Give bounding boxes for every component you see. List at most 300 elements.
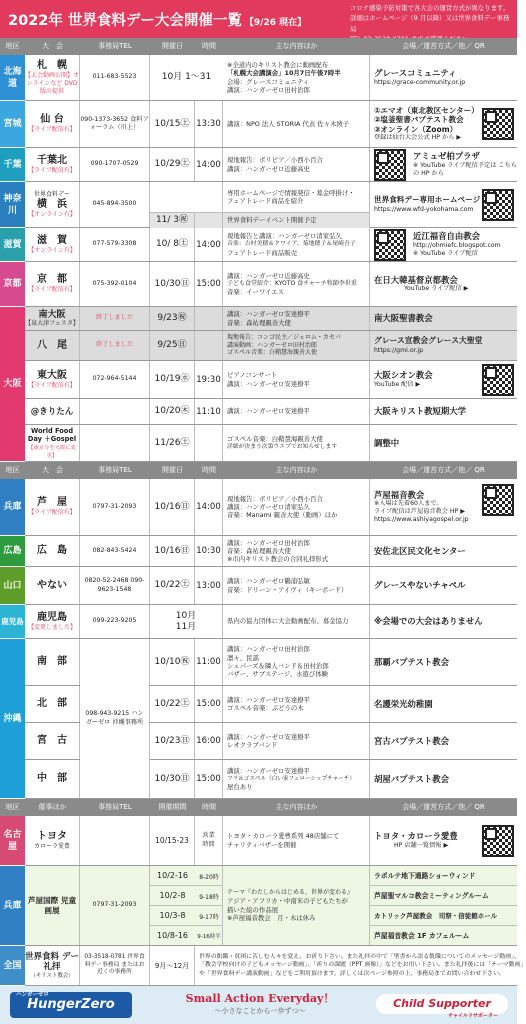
date-text: 10/30㊐ [154, 278, 190, 289]
tel-cell [80, 536, 150, 566]
venue-link[interactable]: ※ YouTube ライブ配信予定は こちらの HP から [413, 161, 517, 177]
time-text: 10:30 [196, 546, 221, 556]
convention-name: 北 部 [37, 698, 67, 709]
date-text: 11/ 3㊗ [155, 215, 189, 225]
convention-cell [25, 361, 80, 398]
program-line: 講演：ハンガーゼロ近藤高史 [227, 164, 310, 173]
program-line: 講演：ハンガーゼロ清家弘久 [227, 502, 310, 511]
table-header [0, 38, 517, 55]
tel-text: 03-3518-0781 世界食料デー事務局 またはお近くの事務所 [84, 954, 145, 976]
date-text: 11/26㊏ [154, 437, 190, 448]
table-row [25, 816, 517, 866]
program-line: レオクラブバンド [227, 741, 278, 749]
program-line: ピアノコンサート [227, 371, 278, 380]
tel-cell [80, 182, 150, 227]
program-line: 講演：ハンガーゼロ安達撩平 [227, 379, 310, 388]
date-text: 10/29㊏ [154, 159, 190, 169]
venue-cell [370, 567, 517, 604]
convention-tag: 【ライブ配信有】 [28, 509, 76, 516]
program-line: 講演：ハンガーゼロ安達撩平 [227, 310, 310, 319]
date-cell [150, 331, 195, 360]
convention-cell [25, 425, 80, 461]
tel-text: 099-223-9205 [92, 617, 137, 625]
col-venue: 会場／運営方式／他／ QR [402, 466, 485, 474]
logo-small-text: チャイルドサポーター [448, 1013, 498, 1019]
program-line: 音楽：Manami 親善大使（動画）ほか [227, 511, 338, 520]
region-yamaguchi: 山口 [0, 567, 25, 605]
convention-name: 八 尾 [37, 339, 67, 351]
program-line: 講演：ハンガーゼロ安達撩平 [227, 695, 310, 704]
time-cell [195, 536, 223, 566]
venue-link[interactable]: https://www.ashiyagospel.or.jp [374, 516, 469, 524]
date-text: 10/ 8㊏ [155, 239, 189, 249]
venue-name: 芦屋福音教会 [374, 489, 425, 500]
qr-code-icon[interactable] [374, 229, 406, 261]
program-line: 現地報告：コンゴ民主／ジェロム・カセバ [227, 333, 341, 341]
notice-line: 詳細はホームページ（9 月以降）又は世界食料デー事務局 [350, 14, 510, 33]
exhibit-slot [150, 866, 223, 886]
convention-cell [25, 605, 80, 638]
date-cell [150, 567, 195, 604]
program-line: チャリティバザーを開催 [227, 840, 297, 849]
region-osaka: 大阪 [0, 307, 25, 462]
program-cell [223, 101, 370, 147]
venue-cell [370, 307, 517, 330]
table-row [25, 866, 517, 946]
date-text: 10/15㊏ [154, 118, 190, 129]
program-line: 講演動画：ハンガーゼロ田村治郎 [227, 341, 317, 349]
program-line: 世界食料デーイベント開催予定 [227, 216, 317, 225]
venue-link[interactable]: https://grace-community.or.jp [374, 78, 466, 86]
venue-link[interactable]: https://gmi.or.jp [374, 346, 424, 354]
program-cell [223, 212, 370, 228]
col-region: 地区 [5, 42, 20, 50]
date-cell [150, 686, 195, 722]
tel-cell [80, 55, 150, 100]
date-cell [150, 307, 195, 330]
note-cell [195, 946, 526, 985]
time-cell [195, 228, 223, 261]
convention-name: 札 幌 [37, 59, 67, 71]
program-cell [223, 55, 370, 100]
date-text: 10月 1～31 [161, 72, 212, 82]
region-hyogo: 兵庫 [0, 866, 25, 946]
venue-link[interactable]: https://www.wfd-yokohama.com [374, 205, 474, 213]
convention-cell [25, 228, 80, 261]
convention-name: 芦 屋 [37, 497, 67, 508]
col-region: 地区 [5, 803, 20, 811]
tel-cell [80, 866, 150, 945]
venue-name: 宮古バプテスト教会 [374, 735, 450, 746]
date-cell [150, 228, 195, 261]
tel-cell [80, 425, 150, 461]
host-tag: カローラ愛豊 [33, 842, 70, 850]
col-date: 開催日 [162, 466, 183, 474]
venue-link[interactable]: 登録は仙台大会公式 HP から ▶ [374, 134, 462, 142]
venue-name: ※会場での大会はありません [374, 616, 483, 627]
date-cell [150, 479, 195, 535]
table-row [25, 148, 517, 182]
program-cell [223, 567, 370, 604]
convention-cell [25, 723, 80, 759]
period-cell [150, 816, 195, 865]
col-program: 主な内容ほか [275, 803, 318, 811]
convention-tag: 【ライブ配信有】 [28, 166, 76, 174]
time-text: 9-17時 [199, 914, 219, 921]
okinawa-office-cell [80, 639, 150, 799]
col-convention: 大 会 [42, 466, 63, 474]
table-row [25, 946, 526, 986]
venue-name: カトリック芦屋教会 司祭・信徒館ホール [370, 906, 517, 926]
convention-cell [25, 567, 80, 604]
program-cell [223, 307, 370, 330]
date-cell [150, 361, 195, 398]
period-text: 9月～12月 [154, 961, 190, 970]
col-time: 時間 [202, 42, 216, 50]
convention-name: 鹿児島 [37, 611, 67, 623]
convention-cell [25, 262, 80, 306]
region-kyoto: 京都 [0, 262, 25, 307]
program-cell [223, 425, 370, 461]
table-row [25, 399, 517, 425]
venue-name: 安佐北区民文化センター [374, 545, 466, 556]
convention-cell [25, 479, 80, 535]
program-line: 音楽：ドリーン・アイヴィ（キーボード） [227, 585, 348, 594]
col-convention: 大 会 [42, 42, 63, 50]
date-cell [150, 760, 195, 798]
convention-name: 広 島 [37, 545, 67, 556]
venue-cell [370, 723, 517, 759]
tel-cell [80, 479, 150, 535]
convention-name: 横 浜 [37, 198, 67, 210]
program-cell [223, 723, 370, 759]
time-text: 9-18時 [199, 894, 219, 901]
program-line: アジア・アフリカ・中南米の子どもたちが [227, 897, 348, 906]
col-office: 事務局TEL [98, 42, 132, 50]
time-text: 15:00 [196, 279, 221, 289]
table-row [25, 182, 517, 228]
table-row [25, 228, 517, 262]
region-nagoya: 名古屋 [0, 816, 25, 866]
convention-name: 宮 古 [37, 735, 67, 746]
venue-name: ②塩釜聖書バプテスト教会 [374, 115, 464, 125]
program-cell [223, 262, 370, 306]
tel-cell [80, 946, 150, 985]
region-shiga: 滋賀 [0, 228, 25, 262]
qr-code-icon[interactable] [482, 108, 514, 140]
tel-cell [80, 605, 150, 638]
col-period: 開催期間 [158, 803, 187, 811]
convention-name: 南 部 [37, 656, 67, 667]
note-line: 世界の飢餓・貧困に苦しむ人々を覚え、お祈り下さい。また礼拝の中で「聖書から語る飢餓についてのメッセージ動画」、 [199, 953, 520, 960]
period-text: 10/2-8 [159, 891, 186, 900]
host-cell [25, 946, 80, 985]
date-text: 10/30㊐ [154, 773, 190, 784]
time-cell [195, 101, 223, 147]
slogan-sub: ～小さなことから一歩ずつ～ [214, 1007, 306, 1015]
convention-name: 仙 台 [40, 114, 64, 125]
time-text: 14:00 [196, 239, 221, 250]
program-cell [223, 148, 370, 181]
tel-text: 045-894-3500 [92, 200, 137, 208]
tel-text: 090-1707-0529 [90, 160, 139, 168]
table-row [25, 331, 517, 361]
time-cell [195, 760, 223, 798]
date-text: 10/16㊐ [154, 545, 190, 556]
region-kagoshima: 鹿児島 [0, 605, 25, 639]
col-time: 時間 [202, 803, 216, 811]
venue-cell [370, 399, 517, 424]
convention-tag: 【ライブ配信有】 [28, 381, 76, 389]
time-cell [195, 212, 223, 228]
date-text: 10/20㊍ [154, 406, 190, 416]
program-line: 講演：ハンガーゼロ近藤高史 [227, 271, 310, 280]
program-line: 凛々、民謡 [227, 653, 259, 662]
host-name: 世界食料 デー礼拝 [25, 951, 79, 972]
table-row [25, 536, 517, 567]
venue-name: 胡屋バプテスト教会 [374, 773, 450, 784]
time-text: 営業 時間 [202, 832, 215, 848]
tel-text: 075-392-0104 [92, 279, 137, 287]
tel-cell [80, 399, 150, 424]
date-text: 10/22㊏ [154, 698, 190, 709]
qr-code-icon[interactable] [482, 364, 514, 396]
program-cell [223, 639, 370, 685]
venue-link[interactable]: HP 店舗一覧情報 ▶ [394, 841, 449, 849]
page-header [0, 0, 517, 38]
program-line: 現地報告：ボリビア／小西小百合 [227, 156, 323, 165]
region-hiroshima: 広島 [0, 536, 25, 567]
program-line: 現地報告と講演：ハンガーゼロ清家弘久 [227, 232, 342, 241]
convention-name: @きりたん [30, 406, 74, 417]
logo-text: HungerZero [27, 997, 115, 1012]
region-okinawa: 沖縄 [0, 639, 25, 799]
convention-cell [25, 182, 80, 227]
venue-name: 近江福音自由教会 [413, 231, 480, 242]
program-line: フラ＆ゴスペル（白い家フェローシップチャーチ） [227, 775, 355, 782]
date-cell [150, 148, 195, 181]
venue-cell [370, 425, 517, 461]
col-region: 地区 [5, 466, 20, 474]
table-row [25, 55, 517, 101]
time-cell [195, 262, 223, 306]
time-text: 15:00 [196, 774, 221, 784]
convention-cell [25, 307, 80, 330]
program-line: 現地報告：ボリビア／小西小百合 [227, 494, 323, 503]
page-title [8, 9, 306, 30]
date-cell [150, 101, 195, 147]
tel-cell [80, 331, 150, 360]
venue-name: 大阪シオン教会 [374, 370, 433, 381]
date-text: 10/23㊐ [154, 735, 190, 746]
program-cell [223, 228, 370, 261]
venue-name: アミュゼ柏プラザ [413, 151, 480, 162]
program-line: トヨタ・カローラ愛豊系列 48店舗にて [227, 832, 340, 841]
col-date: 開催日 [162, 42, 183, 50]
host-cell [25, 816, 80, 865]
program-line: 講演：NPO 法人 STORIA 代表 佐々木綾子 [227, 119, 350, 128]
venue-name: 名護栄光幼稚園 [374, 698, 433, 709]
convention-name: 中 部 [37, 773, 67, 784]
region-kanagawa: 神奈川 [0, 182, 25, 228]
convention-tag: 【泉大津フェスタ】 [25, 319, 79, 327]
program-line: ゴスペル音楽：白鞘慧海親善大使 [227, 349, 318, 357]
time-cell [195, 331, 223, 360]
qr-code-icon[interactable] [482, 825, 514, 857]
col-office: 事務局TEL [98, 803, 132, 811]
exhibit-slot [150, 906, 223, 926]
venue-link[interactable]: YouTube ライブ配信 ▶ [404, 285, 469, 293]
program-cell [223, 361, 370, 398]
tel-cell [80, 816, 150, 865]
note-line: や「世界食料デー講演動画」などをご利用頂けます。詳しくは次ページ参照の上、事務局までお問い合わせ下さい。 [199, 970, 505, 977]
region-zenkoku: 全国 [0, 946, 25, 986]
venue-name: 大阪キリスト教短期大学 [374, 406, 466, 417]
venue-link[interactable]: YouTube 配信 ▶ [374, 380, 421, 388]
as-of-date: 【9/26 現在】 [244, 18, 307, 28]
time-text: 9-16時半 [197, 934, 221, 940]
qr-code-icon[interactable] [374, 149, 406, 181]
convention-cell [25, 399, 80, 424]
time-cell [195, 399, 223, 424]
convention-cell [25, 101, 80, 147]
venue-cell [370, 331, 517, 360]
title-text: 2022年 世界食料デー大会開催一覧 [8, 13, 242, 29]
table-row [25, 605, 517, 639]
period-text: 10/3-8 [159, 911, 186, 920]
program-line: テーマ『わたしからはじめる、世界が変わる』 [227, 888, 354, 896]
tel-text: 0797-31-2093 [92, 901, 137, 909]
tel-cell [80, 361, 150, 398]
venue-cell [370, 55, 517, 100]
program-line: ゴスペル音楽：白鞘慧海親善大使 [227, 434, 323, 443]
venue-name: 在日大韓基督京都教会 [374, 274, 458, 285]
venue-cell [370, 536, 517, 566]
date-text: 10/16㊐ [154, 501, 190, 512]
time-cell [195, 307, 223, 330]
program-line: フェアトレード商品販売 [227, 248, 297, 257]
date-cell [150, 262, 195, 306]
date-cell [150, 536, 195, 566]
hungerzero-logo [10, 992, 132, 1018]
time-cell [195, 816, 223, 865]
qr-code-icon[interactable] [482, 189, 514, 221]
logo-text: Child Supporter [393, 997, 491, 1010]
tel-text: 072-964-5144 [92, 375, 137, 383]
venue-name: グレース宣教会グレース大聖堂 [374, 336, 483, 346]
date-text: 9/23㊗ [157, 313, 187, 323]
convention-cell [25, 639, 80, 685]
table-row [25, 101, 517, 148]
time-cell [195, 723, 223, 759]
tel-text: 098-943-9215 ハンガーゼロ 沖縄事務所 [85, 710, 144, 726]
program-line: 描いた絵の作品展 [227, 905, 279, 914]
venue-cell [370, 686, 517, 722]
time-cell [195, 686, 223, 722]
program-cell [223, 605, 370, 638]
period-text: 10/8-16 [156, 931, 189, 940]
convention-tag: 【東京分を大阪に変更】 [28, 444, 76, 459]
col-office: 事務局TEL [98, 466, 132, 474]
convention-cell [25, 536, 80, 566]
venue-link[interactable]: http://ohmiefc.blogspot.com [413, 241, 501, 249]
date-cell [150, 605, 223, 638]
host-name: トヨタ [37, 830, 67, 842]
date-cell [150, 182, 223, 212]
program-line: フェアトレード商品を紹介 [227, 197, 304, 205]
time-cell [195, 361, 223, 398]
table-row [25, 307, 517, 331]
region-miyagi: 宮城 [0, 101, 25, 148]
col-program: 主な内容ほか [275, 42, 318, 50]
program-cell [223, 816, 370, 865]
venue-cell [370, 639, 517, 685]
tel-cell [80, 101, 150, 147]
convention-name: 千葉北 [37, 154, 67, 166]
qr-code-icon[interactable] [482, 484, 514, 516]
program-line: ※全道内のキリスト教会に動画配布 [227, 60, 329, 69]
convention-cell [25, 331, 80, 360]
col-program: 主な内容ほか [275, 466, 318, 474]
convention-tag: 【ライブ配信有】 [28, 286, 76, 293]
program-line: ※芦屋福音教会 月・木は休み [227, 913, 316, 922]
time-cell [195, 425, 223, 461]
tel-text: 0820-52-2468 090-9623-1548 [84, 577, 145, 593]
date-cell [150, 55, 223, 100]
venue-name: 那覇バプテスト教会 [374, 656, 450, 667]
time-text: 8-20時 [199, 874, 219, 881]
convention-name: 滋 賀 [37, 234, 67, 246]
time-cell [195, 639, 223, 685]
status-finished: 終了しました [95, 341, 134, 349]
program-cell [223, 536, 370, 566]
time-text: 13:30 [196, 119, 221, 129]
tel-text: 011-683-5523 [92, 73, 137, 81]
time-text: 11:10 [196, 406, 221, 417]
period-text: 10/2-16 [156, 871, 189, 880]
notice-line: コロナ感染予防対策で各大会の運営方式が異なります。 [350, 4, 510, 12]
program-line: 講演：ハンガーゼロ安達撩平 [227, 766, 310, 775]
region-chiba: 千葉 [0, 148, 25, 182]
program-cell [223, 686, 370, 722]
date-text: 9/25㊐ [157, 340, 187, 350]
tel-cell [80, 228, 150, 261]
time-text: 13:00 [196, 580, 221, 591]
table-row [25, 425, 517, 462]
program-line: 音楽：イーワイエス [227, 288, 285, 297]
program-line: 音楽：吉村美穂＆クワイア、菊地穂子＆尾崎吾子 [227, 241, 356, 248]
time-text: 19:30 [196, 374, 221, 385]
time-text: 14:00 [196, 502, 221, 512]
tel-text: 082-843-5424 [92, 546, 137, 554]
venue-note: ※入場は先着60人まで。 [374, 500, 443, 508]
table-row [25, 479, 517, 536]
program-line: 音楽：森祐理親善大使 [227, 318, 291, 327]
venue-cell [370, 182, 482, 227]
tel-cell [80, 148, 150, 181]
program-cell [223, 331, 370, 360]
logo-small-text: ハンガーゼロ [16, 992, 49, 998]
convention-tag: 【オンライン有】 [28, 246, 76, 254]
venue-name: 芦屋聖マルコ教会ミーティングルーム [370, 886, 517, 906]
tel-cell [80, 262, 150, 306]
tel-text: 0797-31-2093 [92, 502, 137, 510]
convention-name: 京 都 [37, 274, 67, 285]
date-text: 10月 11月 [175, 610, 197, 632]
venue-cell [370, 760, 517, 798]
convention-name: 東大阪 [37, 369, 67, 381]
time-text: 11:00 [196, 657, 221, 667]
